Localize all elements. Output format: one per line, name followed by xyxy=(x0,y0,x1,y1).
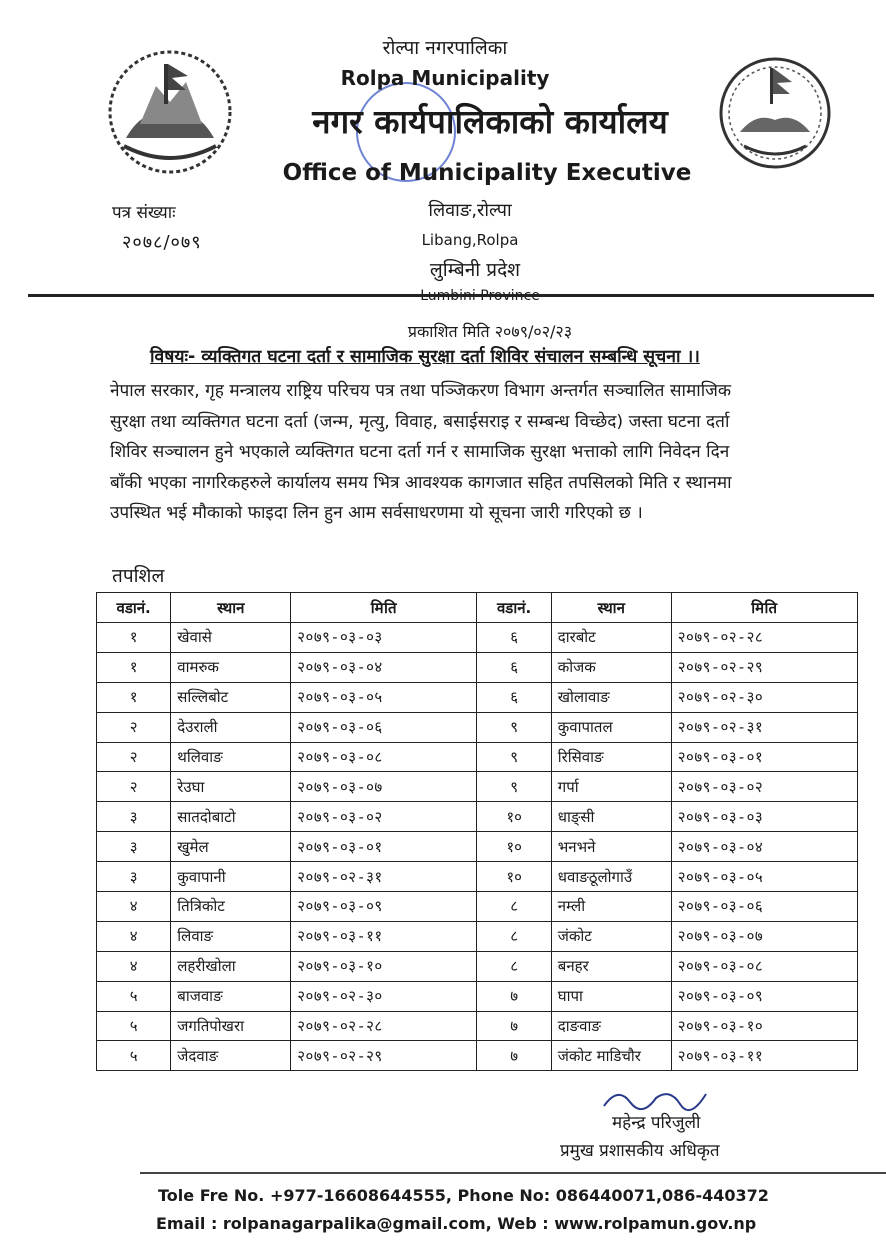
body-line: नेपाल सरकार, गृह मन्त्रालय राष्ट्रिय परिचय पत्र तथा पञ्जिकरण विभाग अन्तर्गत सञ्चालित सामाजिक xyxy=(110,381,732,401)
camp-date: २०७९-०३-०५ xyxy=(291,682,477,712)
col-place: स्थान xyxy=(171,593,291,623)
place-name: रिसिवाङ xyxy=(551,742,671,772)
camp-date: २०७९-०३-०८ xyxy=(671,951,857,981)
place-name: जगतिपोखरा xyxy=(171,1011,291,1041)
location-en: Libang,Rolpa xyxy=(421,231,519,249)
notice-subject: विषयः- व्यक्तिगत घटना दर्ता र सामाजिक सुरक्षा दर्ता शिविर संचालन सम्बन्धि सूचना ।। xyxy=(150,347,700,367)
camp-date: २०७९-०३-११ xyxy=(291,921,477,951)
ward-number: १० xyxy=(477,862,551,892)
camp-date: २०७९-०३-०६ xyxy=(671,892,857,922)
body-line: शिविर सञ्चालन हुने भएकाले व्यक्तिगत घटना दर्ता गर्न र सामाजिक सुरक्षा भत्ताको लागि निवेदन दिन xyxy=(110,442,730,462)
table-row xyxy=(97,652,858,682)
ward-number: ३ xyxy=(97,862,171,892)
camp-date: २०७९-०२-३० xyxy=(291,981,477,1011)
place-name: सल्लिबोट xyxy=(171,682,291,712)
ward-number: ७ xyxy=(477,981,551,1011)
camp-date: २०७९-०३-०१ xyxy=(671,742,857,772)
camp-date: २०७९-०३-०१ xyxy=(291,832,477,862)
table-row xyxy=(97,742,858,772)
place-name: जंकोट माडिचौर xyxy=(551,1041,671,1071)
header-divider xyxy=(28,294,874,297)
place-name: घापा xyxy=(551,981,671,1011)
ward-number: ३ xyxy=(97,832,171,862)
ward-number: ६ xyxy=(477,652,551,682)
body-line: बाँकी भएका नागरिकहरुले कार्यालय समय भित्र आवश्यक कागजात सहित तपसिलको मिति र स्थानमा xyxy=(110,472,732,493)
camp-date: २०७९-०२-३० xyxy=(671,682,857,712)
place-name: खेवासे xyxy=(171,623,291,653)
ward-number: १० xyxy=(477,802,551,832)
ward-number: ९ xyxy=(477,712,551,742)
table-row xyxy=(97,1041,858,1071)
table-row xyxy=(97,832,858,862)
ward-number: ५ xyxy=(97,1041,171,1071)
ward-number: ६ xyxy=(477,623,551,653)
place-name: देउराली xyxy=(171,712,291,742)
ward-number: २ xyxy=(97,712,171,742)
notice-body xyxy=(110,376,840,529)
place-name: रेउघा xyxy=(171,772,291,802)
place-name: बाजवाङ xyxy=(171,981,291,1011)
camp-date: २०७९-०३-०४ xyxy=(291,652,477,682)
place-name: कुवापातल xyxy=(551,712,671,742)
table-row xyxy=(97,802,858,832)
place-name: खोलावाङ xyxy=(551,682,671,712)
table-header-row xyxy=(97,593,858,623)
ward-number: ४ xyxy=(97,951,171,981)
municipality-name-np: रोल्पा नगरपालिका xyxy=(382,37,508,59)
camp-date: २०७९-०३-०८ xyxy=(291,742,477,772)
ward-number: ५ xyxy=(97,981,171,1011)
camp-date: २०७९-०२-३१ xyxy=(291,862,477,892)
published-date: प्रकाशित मिति २०७९/०२/२३ xyxy=(407,322,573,341)
camp-date: २०७९-०३-११ xyxy=(671,1041,857,1071)
ward-number: ९ xyxy=(477,742,551,772)
ward-number: ४ xyxy=(97,921,171,951)
camp-date: २०७९-०३-०७ xyxy=(291,772,477,802)
place-name: थलिवाङ xyxy=(171,742,291,772)
office-name-en: Office of Municipality Executive xyxy=(282,160,692,186)
camp-date: २०७९-०३-०४ xyxy=(671,832,857,862)
camp-date: २०७९-०३-०५ xyxy=(671,862,857,892)
province-np: लुम्बिनी प्रदेश xyxy=(429,259,521,281)
place-name: बनहर xyxy=(551,951,671,981)
table-row xyxy=(97,712,858,742)
ward-number: ८ xyxy=(477,951,551,981)
ward-number: २ xyxy=(97,742,171,772)
table-row xyxy=(97,892,858,922)
camp-date: २०७९-०३-०९ xyxy=(671,981,857,1011)
ward-number: ८ xyxy=(477,892,551,922)
col-date: मिति xyxy=(671,593,857,623)
letter-number-label: पत्र संख्याः xyxy=(112,203,176,223)
ward-number: १ xyxy=(97,623,171,653)
col-place: स्थान xyxy=(551,593,671,623)
ward-number: १ xyxy=(97,682,171,712)
place-name: दाङवाङ xyxy=(551,1011,671,1041)
camp-date: २०७९-०२-३१ xyxy=(671,712,857,742)
ward-number: २ xyxy=(97,772,171,802)
place-name: जेदवाङ xyxy=(171,1041,291,1071)
camp-date: २०७९-०३-०३ xyxy=(291,623,477,653)
place-name: सातदोबाटो xyxy=(171,802,291,832)
table-row xyxy=(97,1011,858,1041)
place-name: खुमेल xyxy=(171,832,291,862)
nepal-emblem-right xyxy=(716,54,834,172)
place-name: धाङ्सी xyxy=(551,802,671,832)
place-name: वामरुक xyxy=(171,652,291,682)
footer-phone: Tole Fre No. +977-16608644555, Phone No: 086440071,086-440372 xyxy=(158,1186,769,1205)
location-np: लिवाङ,रोल्पा xyxy=(428,200,512,221)
ward-number: ७ xyxy=(477,1011,551,1041)
province-en: Lumbini Province xyxy=(420,288,540,304)
col-ward: वडानं. xyxy=(97,593,171,623)
schedule-label: तपशिल xyxy=(112,565,165,587)
ward-number: ९ xyxy=(477,772,551,802)
place-name: तित्रिकोट xyxy=(171,892,291,922)
camp-date: २०७९-०२-२८ xyxy=(291,1011,477,1041)
body-line: उपस्थित भई मौकाको फाइदा लिन हुन आम सर्वसाधरणमा यो सूचना जारी गरिएको छ । xyxy=(110,503,643,523)
camp-date: २०७९-०३-०२ xyxy=(671,772,857,802)
body-line: सुरक्षा तथा व्यक्तिगत घटना दर्ता (जन्म, मृत्यु, विवाह, बसाईसराइ र सम्बन्ध विच्छेद) जस्ता घटना दर्ता xyxy=(110,411,730,432)
place-name: जंकोट xyxy=(551,921,671,951)
footer-divider xyxy=(140,1172,886,1174)
camp-date: २०७९-०३-०९ xyxy=(291,892,477,922)
camp-date: २०७९-०२-२९ xyxy=(671,652,857,682)
letter-number-value: २०७८/०७९ xyxy=(122,232,202,253)
table-row xyxy=(97,951,858,981)
col-ward: वडानं. xyxy=(477,593,551,623)
ward-number: ३ xyxy=(97,802,171,832)
office-name-np: नगर कार्यपालिकाको कार्यालय xyxy=(312,102,668,141)
table-row xyxy=(97,862,858,892)
table-row xyxy=(97,921,858,951)
place-name: दारबोट xyxy=(551,623,671,653)
camp-date: २०७९-०३-०६ xyxy=(291,712,477,742)
col-date: मिति xyxy=(291,593,477,623)
table-row xyxy=(97,682,858,712)
place-name: कोजक xyxy=(551,652,671,682)
camp-date: २०७९-०२-२८ xyxy=(671,623,857,653)
ward-number: ५ xyxy=(97,1011,171,1041)
footer-email-web: Email : rolpanagarpalika@gmail.com, Web : www.rolpamun.gov.np xyxy=(156,1214,757,1233)
signatory-name: महेन्द्र परिजुली xyxy=(612,1113,701,1133)
place-name: लहरीखोला xyxy=(171,951,291,981)
place-name: गर्पा xyxy=(551,772,671,802)
place-name: धवाङठूलोगाउँ xyxy=(551,862,671,892)
table-row xyxy=(97,623,858,653)
place-name: नम्ली xyxy=(551,892,671,922)
table-row xyxy=(97,772,858,802)
place-name: भनभने xyxy=(551,832,671,862)
ward-number: ६ xyxy=(477,682,551,712)
place-name: कुवापानी xyxy=(171,862,291,892)
camp-date: २०७९-०३-१० xyxy=(671,1011,857,1041)
municipality-name-en: Rolpa Municipality xyxy=(340,66,550,90)
signature-scribble xyxy=(600,1084,710,1112)
camp-date: २०७९-०३-०२ xyxy=(291,802,477,832)
camp-schedule-table xyxy=(96,592,858,1071)
ward-number: ४ xyxy=(97,892,171,922)
camp-date: २०७९-०२-२९ xyxy=(291,1041,477,1071)
ward-number: १० xyxy=(477,832,551,862)
nepal-emblem-left xyxy=(104,46,236,182)
camp-date: २०७९-०३-०७ xyxy=(671,921,857,951)
camp-date: २०७९-०३-१० xyxy=(291,951,477,981)
ward-number: ७ xyxy=(477,1041,551,1071)
place-name: लिवाङ xyxy=(171,921,291,951)
camp-date: २०७९-०३-०३ xyxy=(671,802,857,832)
ward-number: ८ xyxy=(477,921,551,951)
table-row xyxy=(97,981,858,1011)
signatory-title: प्रमुख प्रशासकीय अधिकृत xyxy=(560,1141,720,1161)
ward-number: १ xyxy=(97,652,171,682)
